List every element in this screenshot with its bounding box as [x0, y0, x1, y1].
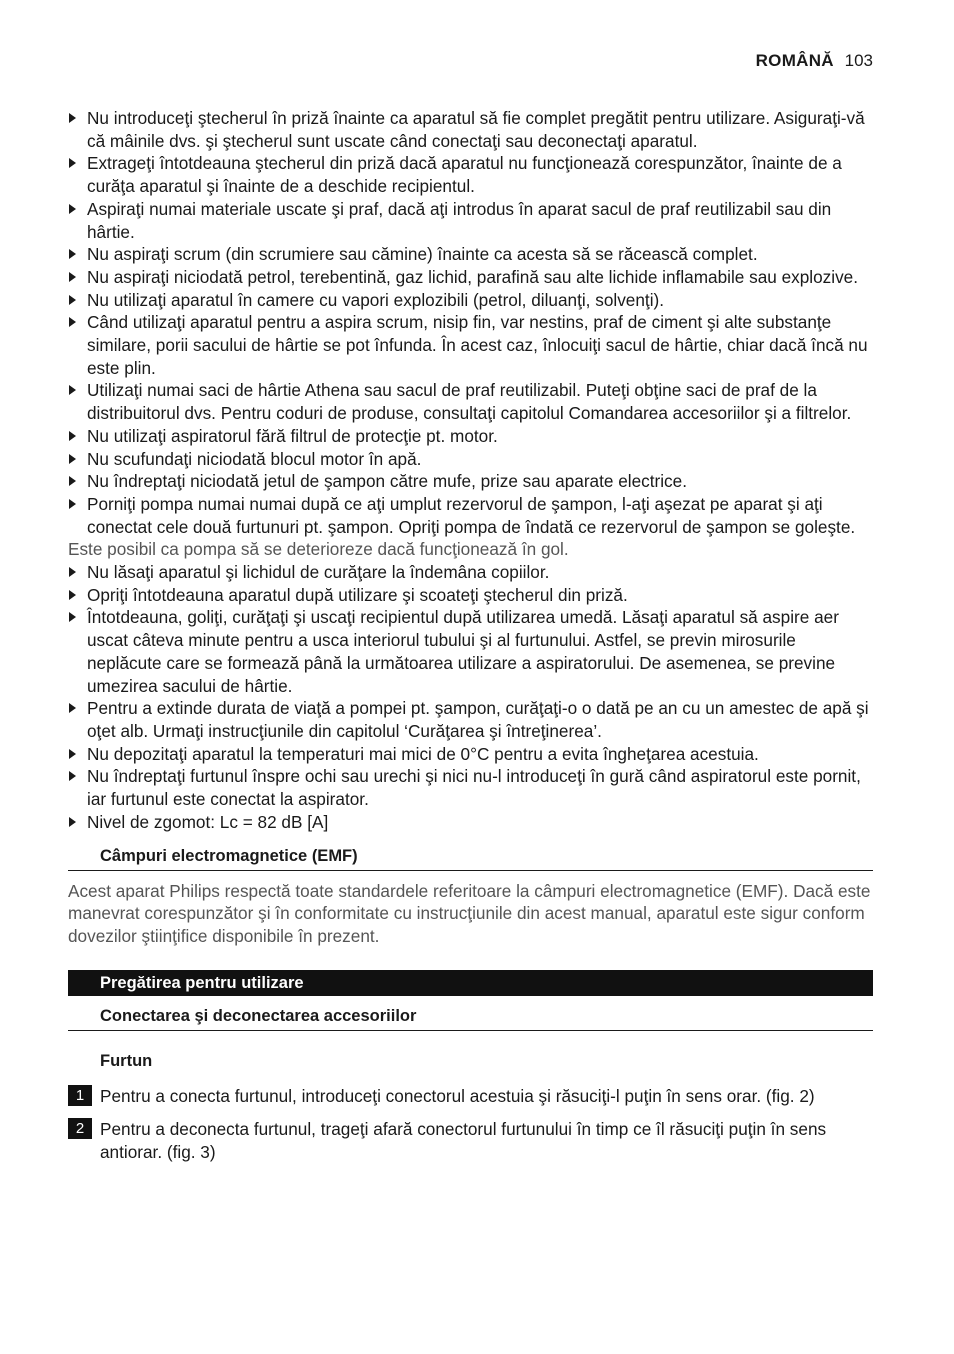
hose-subheading: Furtun	[100, 1051, 153, 1070]
step-number-badge: 2	[68, 1118, 92, 1139]
bullet-arrow-icon	[69, 476, 76, 486]
bullet-arrow-icon	[69, 249, 76, 259]
bullet-arrow-icon	[69, 158, 76, 168]
step-item	[68, 1085, 873, 1108]
bullet-item: Utilizaţi numai saci de hârtie Athena sau sacul de praf reutilizabil. Puteţi obţine saci de praf de la distribuitorul dvs. Pentru coduri de produse, consultaţi capitolul Comandarea accesoriilor şi a filtrelor.	[68, 379, 873, 424]
bullet-arrow-icon	[69, 771, 76, 781]
bullet-item: Nu introduceţi ştecherul în priză înainte ca aparatul să fie complet pregătit pentru utilizare. Asiguraţi-vă că mâinile dvs. şi ştecherul sunt uscate când conectaţi sau deconectaţi aparatul.	[68, 107, 873, 152]
bullet-arrow-icon	[69, 295, 76, 305]
accessories-subheading: Conectarea şi deconectarea accesoriilor	[68, 1005, 873, 1031]
safety-bullet-list	[68, 107, 873, 538]
bullet-item: Aspiraţi numai materiale uscate şi praf, dacă aţi introdus în aparat sacul de praf reutilizabil sau din hârtie.	[68, 198, 873, 243]
bullet-arrow-icon	[69, 567, 76, 577]
bullet-arrow-icon	[69, 499, 76, 509]
bullet-arrow-icon	[69, 113, 76, 123]
section-title-bar: Pregătirea pentru utilizare	[68, 970, 873, 996]
bullet-item: Opriţi întotdeauna aparatul după utilizare şi scoateţi ştecherul din priză.	[68, 584, 873, 607]
safety-bullet-list-2	[68, 561, 873, 833]
bullet-arrow-icon	[69, 317, 76, 327]
bullet-item: Nu aspiraţi niciodată petrol, terebentină, gaz lichid, parafină sau alte lichide inflamabile sau explozive.	[68, 266, 873, 289]
bullet-item: Porniţi pompa numai numai după ce aţi umplut rezervorul de şampon, l-aţi aşezat pe aparat şi aţi conectat cele două furtunuri pt. şampon. Opriţi pompa de îndată ce rezervorul de şampon se goleşte.	[68, 493, 873, 538]
bullet-item: Nu utilizaţi aspiratorul fără filtrul de protecţie pt. motor.	[68, 425, 873, 448]
bullet-arrow-icon	[69, 817, 76, 827]
step-item	[68, 1118, 873, 1163]
bullet-item: Când utilizaţi aparatul pentru a aspira scrum, nisip fin, var nestins, praf de ciment şi alte substanţe similare, porii sacului de hârtie se pot înfunda. În acest caz, înlocuiţi sacul de hârtie, chiar dacă încă nu este plin.	[68, 311, 873, 379]
bullet-arrow-icon	[69, 385, 76, 395]
step-number-badge: 1	[68, 1085, 92, 1106]
bullet-item: Nu lăsaţi aparatul şi lichidul de curăţare la îndemâna copiilor.	[68, 561, 873, 584]
bullet-arrow-icon	[69, 454, 76, 464]
bullet-item: Nivel de zgomot: Lc = 82 dB [A]	[68, 811, 873, 834]
bullet-arrow-icon	[69, 431, 76, 441]
bullet-arrow-icon	[69, 612, 76, 622]
bullet-item: Extrageţi întotdeauna ştecherul din priză dacă aparatul nu funcţionează corespunzător, înainte de a curăţa aparatul şi înainte de a deschide recipientul.	[68, 152, 873, 197]
emf-paragraph: Acest aparat Philips respectă toate standardele referitoare la câmpuri electromagnetice (EMF). Dacă este manevrat corespunzător şi în conformitate cu instrucţiunile din acest manual, aparatul este sigur conform dovezilor ştiinţifice disponibile în prezent.	[68, 880, 871, 946]
bullet-arrow-icon	[69, 590, 76, 600]
bullet-item: Nu îndreptaţi niciodată jetul de şampon către mufe, prize sau aparate electrice.	[68, 470, 873, 493]
page-header	[756, 50, 873, 72]
bullet-arrow-icon	[69, 272, 76, 282]
language-label: ROMÂNĂ	[755, 51, 834, 70]
bullet-item: Nu îndreptaţi furtunul înspre ochi sau urechi şi nici nu-l introduceţi în gură când aspiratorul este pornit, iar furtunul este conectat la aspirator.	[68, 765, 873, 810]
emf-heading: Câmpuri electromagnetice (EMF)	[68, 845, 873, 871]
step-text: Pentru a deconecta furtunul, trageţi afară conectorul furtunului în timp ce îl răsuciţi puţin în sens antiorar. (fig. 3)	[100, 1119, 827, 1163]
step-text: Pentru a conecta furtunul, introduceţi conectorul acestuia şi răsuciţi-l puţin în sens orar. (fig. 2)	[100, 1085, 815, 1106]
bullet-item: Pentru a extinde durata de viaţă a pompei pt. şampon, curăţaţi-o o dată pe an cu un amestec de apă şi oţet alb. Urmaţi instrucţiunile din capitolul ‘Curăţarea şi întreţinerea’.	[68, 697, 873, 742]
bullet-arrow-icon	[69, 703, 76, 713]
bullet-item: Nu scufundaţi niciodată blocul motor în apă.	[68, 448, 873, 471]
pump-note: Este posibil ca pompa să se deterioreze dacă funcţionează în gol.	[68, 539, 569, 560]
bullet-item: Nu utilizaţi aparatul în camere cu vapori explozibili (petrol, diluanţi, solvenţi).	[68, 289, 873, 312]
page-content	[68, 107, 873, 1164]
bullet-item: Nu aspiraţi scrum (din scrumiere sau cămine) înainte ca acesta să se răcească complet.	[68, 243, 873, 266]
bullet-arrow-icon	[69, 204, 76, 214]
bullet-item: Întotdeauna, goliţi, curăţaţi şi uscaţi recipientul după utilizarea umedă. Lăsaţi aparatul să aspire aer uscat câteva minute pentru a usca interiorul tubului şi al furtunului. Astfel, se previn mirosurile neplăcute care se formează până la următoarea utilizare a aspiratorului. De asemenea, se previne umezirea sacului de hârtie.	[68, 606, 873, 697]
bullet-arrow-icon	[69, 749, 76, 759]
bullet-item: Nu depozitaţi aparatul la temperaturi mai mici de 0°C pentru a evita îngheţarea acestuia.	[68, 743, 873, 766]
page-number: 103	[844, 51, 873, 70]
